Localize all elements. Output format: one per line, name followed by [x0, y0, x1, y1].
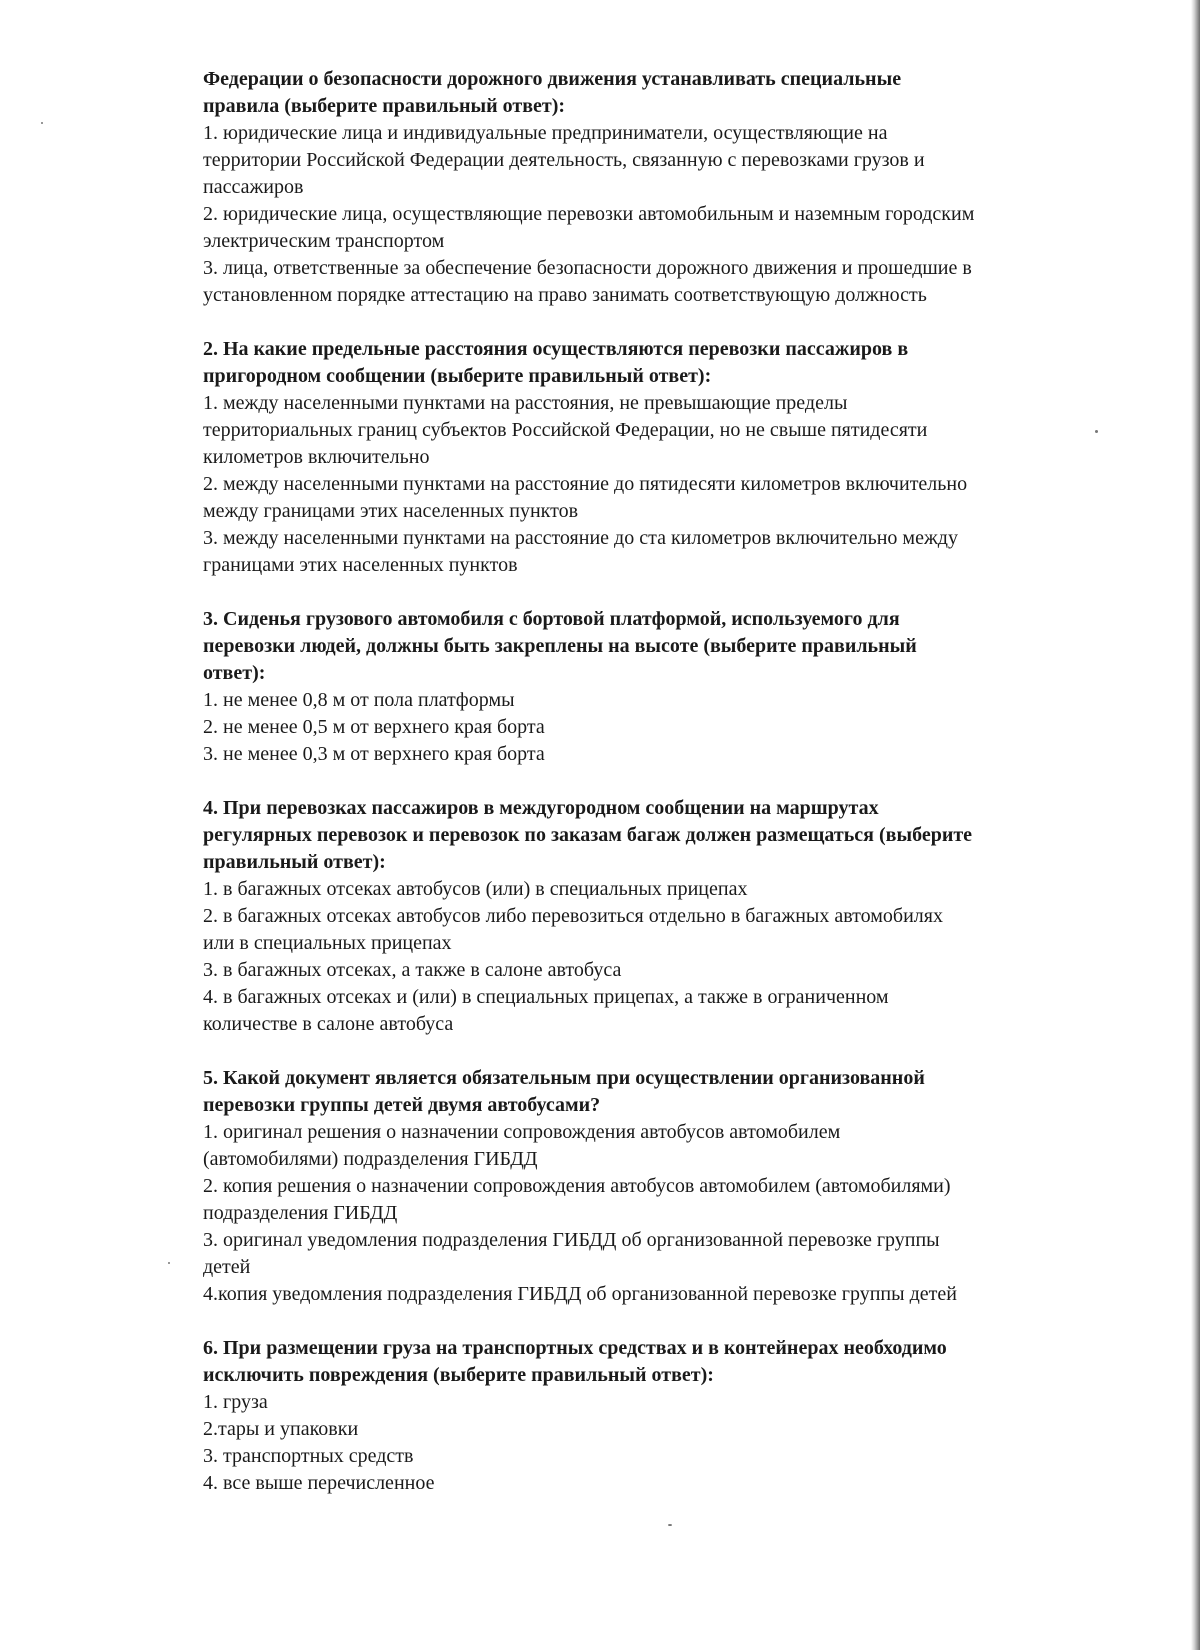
question-title-line: Федерации о безопасности дорожного движения устанавливать специальные [203, 68, 902, 90]
answer-option-line: 2. копия решения о назначении сопровождения автобусов автомобилем (автомобилями) [203, 1175, 951, 1197]
answer-option-line: (автомобилями) подразделения ГИБДД [203, 1148, 538, 1170]
question-title-line: 5. Какой документ является обязательным при осуществлении организованной [203, 1067, 925, 1089]
question-title-line: перевозки людей, должны быть закреплены на высоте (выберите правильный [203, 635, 917, 657]
scan-speck [168, 1262, 170, 1264]
scan-speck [668, 1524, 672, 1526]
answer-option-line: 2.тары и упаковки [203, 1418, 359, 1440]
answer-option-line: 2. не менее 0,5 м от верхнего края борта [203, 716, 545, 738]
question-title-line: правильный ответ): [203, 851, 386, 873]
question-block [203, 66, 1118, 309]
answer-option-line: 3. оригинал уведомления подразделения ГИБДД об организованной перевозке группы [203, 1229, 940, 1251]
answer-option-line: территориальных границ субъектов Российской Федерации, но не свыше пятидесяти [203, 419, 928, 441]
scan-speck [1095, 430, 1098, 433]
question-block [203, 606, 1118, 768]
document-page [203, 66, 1118, 1524]
question-title-line: ответ): [203, 662, 266, 684]
answer-option-line: километров включительно [203, 446, 430, 468]
answer-option-line: 2. в багажных отсеках автобусов либо перевозиться отдельно в багажных автомобилях [203, 905, 943, 927]
question-block [203, 336, 1118, 579]
answer-option-line: 1. не менее 0,8 м от пола платформы [203, 689, 515, 711]
answer-option-line: 3. между населенными пунктами на расстояние до ста километров включительно между [203, 527, 958, 549]
answer-option-line: детей [203, 1256, 251, 1278]
question-title-line: регулярных перевозок и перевозок по заказам багаж должен размещаться (выберите [203, 824, 973, 846]
answer-option-line: 4.копия уведомления подразделения ГИБДД об организованной перевозке группы детей [203, 1283, 957, 1305]
answer-option-line: количестве в салоне автобуса [203, 1013, 454, 1035]
answer-option-line: между границами этих населенных пунктов [203, 500, 579, 522]
answer-option-line: границами этих населенных пунктов [203, 554, 518, 576]
answer-option-line: или в специальных прицепах [203, 932, 452, 954]
answer-option-line: 1. между населенными пунктами на расстояния, не превышающие пределы [203, 392, 848, 414]
question-title-line: 4. При перевозках пассажиров в междугородном сообщении на маршрутах [203, 797, 879, 819]
answer-option-line: подразделения ГИБДД [203, 1202, 398, 1224]
answer-option-line: 1. груза [203, 1391, 268, 1413]
answer-option-line: 4. все выше перечисленное [203, 1472, 435, 1494]
answer-option-line: 3. транспортных средств [203, 1445, 414, 1467]
answer-option-line: территории Российской Федерации деятельность, связанную с перевозками грузов и [203, 149, 925, 171]
question-block [203, 1335, 1118, 1497]
question-title-line: правила (выберите правильный ответ): [203, 95, 566, 117]
question-title-line: 2. На какие предельные расстояния осуществляются перевозки пассажиров в [203, 338, 909, 360]
answer-option-line: установленном порядке аттестацию на право занимать соответствующую должность [203, 284, 927, 306]
answer-option-line: 3. лица, ответственные за обеспечение безопасности дорожного движения и прошедшие в [203, 257, 972, 279]
answer-option-line: 2. между населенными пунктами на расстояние до пятидесяти километров включительно [203, 473, 968, 495]
question-title-line: 6. При размещении груза на транспортных средствах и в контейнерах необходимо [203, 1337, 947, 1359]
answer-option-line: 4. в багажных отсеках и (или) в специальных прицепах, а также в ограниченном [203, 986, 889, 1008]
question-title-line: перевозки группы детей двумя автобусами? [203, 1094, 601, 1116]
scan-edge-shadow [1191, 0, 1200, 1650]
answer-option-line: 3. в багажных отсеках, а также в салоне автобуса [203, 959, 622, 981]
question-block [203, 1065, 1118, 1308]
answer-option-line: 1. юридические лица и индивидуальные предприниматели, осуществляющие на [203, 122, 888, 144]
answer-option-line: 3. не менее 0,3 м от верхнего края борта [203, 743, 545, 765]
answer-option-line: электрическим транспортом [203, 230, 445, 252]
answer-option-line: 2. юридические лица, осуществляющие перевозки автомобильным и наземным городским [203, 203, 975, 225]
answer-option-line: 1. в багажных отсеках автобусов (или) в специальных прицепах [203, 878, 748, 900]
answer-option-line: пассажиров [203, 176, 304, 198]
question-title-line: пригородном сообщении (выберите правильный ответ): [203, 365, 712, 387]
scan-speck [41, 122, 43, 124]
question-block [203, 795, 1118, 1038]
question-title-line: 3. Сиденья грузового автомобиля с бортовой платформой, используемого для [203, 608, 900, 630]
question-title-line: исключить повреждения (выберите правильный ответ): [203, 1364, 714, 1386]
answer-option-line: 1. оригинал решения о назначении сопровождения автобусов автомобилем [203, 1121, 841, 1143]
